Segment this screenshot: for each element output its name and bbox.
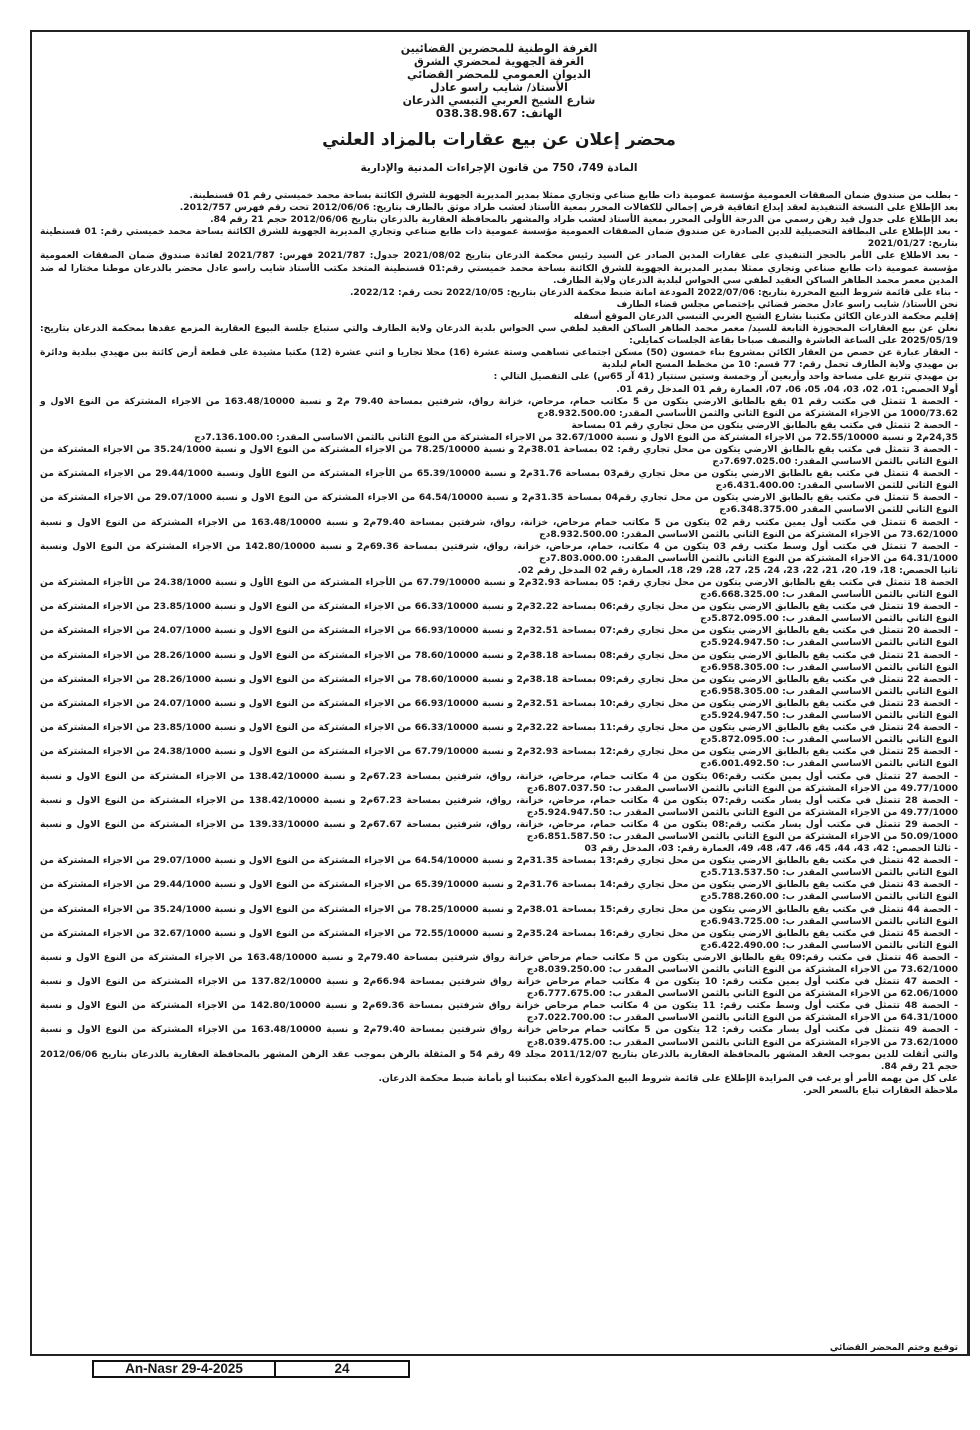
body-paragraph: - الحصة 3 تتمثل في مكتب يقع بالطابق الارضي يتكون من محل تجاري رقم: 02 بمساحة 38.01م2 و نسبة 78.25/10000 من الاجزاء المشتركة من النوع الاول و نسبة 35.24/1000 من الاجزاء المشتركة من النوع الثاني بالثمن الاساسي المقدر: 7.697.025.00دج [40,444,958,468]
body-paragraph: - الحصة 47 تتمثل في مكتب أول يمين مكتب رقم: 10 يتكون من 4 مكاتب حمام مرحاض خزانة رواق شرفتين بمساحة 66.94م2 و نسبة 137.82/10000 من الاجزاء المشتركة من النوع الاول و نسبة 62.06/1000 من الاجزاء المشتركة من النوع الثاني بالثمن الاساسي المقدر ب: 6.777.675.00دج [40,977,959,1000]
body-paragraph: - الحصة 20 تتمثل في مكتب يقع بالطابق الارضي يتكون من محل تجاري رقم:07 بمساحة 32.51م2 و نسبة 66.93/10000 من الاجزاء المشتركة من النوع الاول و نسبة 24.07/1000 من الاجزاء المشتركة من النوع الثاني بالثمن الاساسي المقدر ب: 5.924.947.50دج [40,626,958,649]
body-paragraph: - الحصة 45 تتمثل في مكتب يقع بالطابق الارضي يتكون من محل تجاري رقم:16 بمساحة 35.24م2 و نسبة 72.55/10000 من الاجزاء المشتركة من النوع الاول و نسبة 32.67/1000 من الاجزاء المشتركة من النوع الثاني بالثمن الاساسي المقدر ب: 6.422.490.00دج [40,928,958,951]
body-paragraph: على كل من يهمه الأمر أو يرغب في المزايدة الإطلاع على قائمة شروط البيع المذكورة أعلاه بمكتبنا أو بأمانة ضبط محكمة الذرعان. [378,1073,958,1084]
body-paragraph: - الحصة 28 تتمثل في مكتب أول يسار مكتب رقم:07 يتكون من 4 مكاتب حمام، مرحاض، خزانة، رواق، شرفتين بمساحة 67.23م2 و نسبة 138.42/10000 من الاجزاء المشتركة من النوع الاول و نسبة 49.77/1000 من الاجزاء المشتركة من النوع الثاني بالثمن الاساسي المقدر ب: 5.924.947.50دج [40,795,959,818]
body-paragraph: - الحصة 46 تتمثل في مكتب رقم:09 يقع بالطابق الارضي يتكون من 5 مكاتب حمام مرحاض خزانة رواق شرفتين بمساحة 79.40م2 و نسبة 163.48/10000 من الاجزاء المشتركة من النوع الاول و نسبة 73.62/1000 من الاجزاء المشتركة من النوع الثاني بالثمن الاساسي المقدر ب: 8.039.250.00دج [40,952,958,975]
document-body [40,190,958,1097]
body-paragraph: - الحصة 43 تتمثل في مكتب يقع بالطابق الارضي يتكون من محل تجاري رقم:14 بمساحة 31.76م2 و نسبة 65.39/10000 من الاجزاء المشتركة من النوع الاول و نسبة 29.44/1000 من الاجزاء المشتركة من النوع الثاني بالثمن الاساسي المقدر ب: 5.788.260.00دج [40,880,958,903]
body-paragraph: - العقار عبارة عن حصص من العقار الكائن بمشروع بناء خمسون (50) مسكن اجتماعي تساهمي وستة عشرة (16) محلا تجاريا و اثني عشرة (12) مكتبا مشيدة على قطعة أرض كائنة ببن مهيدي ببلدية ودائرة بن مهيدي ولاية الطارف تحمل رقم: 77 قسم: 10 من مخطط المسح العام لبلدية [40,348,958,371]
body-paragraph: - الحصة 25 تتمثل في مكتب يقع بالطابق الارضي يتكون من محل تجاري رقم:12 بمساحة 32.93م2 و نسبة 67.79/10000 من الاجزاء المشتركة من النوع الاول و نسبة 24.38/1000 من الاجزاء المشتركة من النوع الثاني بالثمن الاساسي المقدر ب: 6.001.492.50دج [40,747,958,770]
body-paragraph: - الحصة 27 تتمثل في مكتب أول يمين مكتب رقم:06 يتكون من 4 مكاتب حمام، مرحاض، خزانة، رواق، شرفتين بمساحة 67.23م2 و نسبة 138.42/10000 من الاجزاء المشتركة من النوع الاول و نسبة 49.77/1000 من الاجزاء المشتركة من النوع الثاني بالثمن الاساسي المقدر ب: 6.807.037.50دج [40,771,958,794]
document-content [40,40,958,1097]
document-subtitle: المادة 749، 750 من قانون الإجراءات المدنية والإدارية [360,162,638,174]
body-paragraph: - الحصة 1 تتمثل في مكتب رقم 01 يقع بالطابق الارضي يتكون من 5 مكاتب حمام، مرحاض، خزانة رواق، شرفتين بمساحة 79.40 م2 و نسبة 163.48/10000 من الاجزاء المشتركة من النوع الاول و 1000/73.62 من الاجزاء المشتركة من النوع الثاني والثمن الأساسي المقدر: 8.932.500.00دج [40,396,958,419]
body-paragraph: - الحصة 29 تتمثل في مكتب أول يسار مكتب رقم:08 يتكون من 4 مكاتب حمام، مرحاض، خزانة، رواق، شرفتين بمساحة 67.67م2 و نسبة 139.33/10000 من الاجزاء المشتركة من النوع الاول و نسبة 50.09/1000 من الاجزاء المشتركة من النوع الثاني بالثمن الاساسي المقدر ب: 6.851.587.50دج [40,819,959,842]
signature-label: توقيع وختم المحضر القضائي [829,1343,958,1353]
body-paragraph: - الحصة 23 تتمثل في مكتب يقع بالطابق الارضي يتكون من محل تجاري رقم:10 بمساحة 32.51م2 و نسبة 66.93/10000 من الاجزاء المشتركة من النوع الاول و نسبة 24.07/1000 من الاجزاء المشتركة من النوع الثاني بالثمن الاساسي المقدر ب: 5.924.947.50دج [40,698,958,722]
body-paragraph: - الحصة 6 تتمثل في مكتب أول يمين مكتب رقم 02 يتكون من 5 مكاتب حمام مرحاض، خزانة، رواق، شرفتين بمساحة 79.40م2 و نسبة 163.48/10000 من الاجزاء المشتركة من النوع الاول و نسبة 73.62/1000 من الاجزاء المشتركة من النوع الثاني بالثمن الاساسي المقدر: 8.932.500.00دج [40,517,959,540]
body-paragraph: بعد الإطلاع على النسخة التنفيذية لعقد إيداع اتفاقية قرض إجمالي للكفالات المحرر بمعية الأستاذ لعشب طراد موثق بالطارف بتاريخ: 2012/06/06 تحت رقم فهرس 2012/757. [179,203,958,214]
body-paragraph: 24,35م2 و نسبة 72.55/10000 من الاجزاء المشتركة من النوع الاول و نسبة 32.67/1000 من الاجزاء المشتركة من النوع الثاني بالثمن الاساسي المقدر: 7.136.100.00دج [194,432,958,443]
body-paragraph: - الحصة 2 تتمثل في مكتب يقع بالطابق الارضي يتكون من محل تجاري رقم 01 بمساحة [571,420,958,431]
body-paragraph: - الحصة 5 تتمثل في مكتب يقع بالطابق الارضي يتكون من محل تجاري رقم04 بمساحة 31.35م2 و نسبة 64.54/10000 من الاجزاء المشتركة من النوع الاول و نسبة 29.07/1000 من الاجزاء المشتركة من النوع الثاني للثمن الاساسي المقدر 6.348.375.00دج [40,493,958,516]
body-paragraph: - الحصة 21 تتمثل في مكتب يقع بالطابق الارضي يتكون من محل تجاري رقم:08 بمساحة 38.18م2 و نسبة 78.60/10000 من الاجزاء المشتركة من النوع الاول و نسبة 28.26/1000 من الاجزاء المشتركة من النوع الثاني بالثمن الاساسي المقدر ب: 6.958.305.00دج [40,650,958,673]
letterhead [40,42,958,120]
body-paragraph: - ثالثا الحصص: 42، 43، 44، 45، 46، 47، 48، 49، العمارة رقم: 03، المدخل رقم 03 [584,844,958,855]
body-paragraph: - الحصة 44 تتمثل في مكتب يقع بالطابق الارضي يتكون من محل تجاري رقم:15 بمساحة 38.01م2 و نسبة 78.25/10000 من الاجزاء المشتركة من النوع الاول و نسبة 35.24/1000 من الاجزاء المشتركة من النوع الثاني بالثمن الاساسي المقدر ب: 6.943.725.00دج [40,904,958,927]
body-paragraph: - الحصة 4 تتمثل في مكتب يقع بالطابق الارضي يتكون من محل تجاري رقم03 بمساحة 31.76م2 و نسبة 65.39/10000 من الأجزاء المشتركة من النوع الأول ونسبة 29.44/1000 من الاجزاء المشتركة من النوع الثاني للثمن الاساسي المقدر: 6.431.400.00دج [40,469,958,492]
letterhead-line: الغرفة الوطنية للمحضرين القضائيين [400,42,598,55]
body-paragraph: - بعد الإطلاع على البطاقة التحصيلية للدين الصادرة عن صندوق ضمان الصفقات العمومية مؤسسة عمومية ذات طابع صناعي وتجاري المديرية الجهوية للشرق الكائنة بساحة محمد خميستي رقم: 01 قسنطينة بتاريخ: 2021/01/27 [40,227,958,250]
body-paragraph: ملاحظة العقارات تباع بالسعر الحر. [802,1085,958,1096]
body-paragraph: نعلن عن بيع العقارات المحجوزة التابعة للسيد/ معمر محمد الطاهر الساكن العقيد لطفي سي الحواس بلدية الذرعان ولاية الطارف والتي ستباع جلسة البيوع العقارية المزمع عقدها بمحكمة الذرعان بتاريخ: 2025/05/19 على الساعة العاشرة والنصف صباحا بقاعة الجلسات كمايلي: [40,324,958,347]
body-paragraph: - الحصة 22 تتمثل في مكتب يقع بالطابق الارضي يتكون من محل تجاري رقم:09 بمساحة 38.18م2 و نسبة 78.60/10000 من الاجزاء المشتركة من النوع الاول و نسبة 28.26/1000 من الاجزاء المشتركة من النوع الثاني بالثمن الاساسي المقدر ب: 6.958.305.00دج [40,674,958,697]
body-paragraph: أولا الحصص: 01، 02، 03، 04، 05، 06، 07، العمارة رقم 01 المدخل رقم 01. [616,384,958,395]
body-paragraph: - الحصة 49 تتمثل في مكتب أول يسار مكتب رقم: 12 يتكون من 5 مكاتب حمام مرحاض خزانة رواق شرفتين بمساحة 79.40م2 و نسبة 163.48/10000 من الاجزاء المشتركة من النوع الاول و نسبة 73.62/1000 من الاجزاء المشتركة من النوع الثاني بالثمن الاساسي المقدر ب: 8.039.475.00دج [40,1025,959,1048]
letterhead-line: الغرفة الجهوية لمحضري الشرق [413,55,585,68]
body-paragraph: - الحصة 48 تتمثل في مكتب أول وسط مكتب رقم: 11 يتكون من 4 مكاتب حمام مرحاض خزانة رواق شرفتين بمساحة 69.36م2 و نسبة 142.80/10000 من الاجزاء المشتركة من النوع الاول و نسبة 64.31/1000 من الاجزاء المشتركة من النوع الثاني بالثمن الاساسي المقدر ب: 7.022.700.00دج [40,1001,959,1024]
body-paragraph: ثانيا الحصص: 18، 19، 20، 21، 22، 23، 24، 25، 27، 28، 29، 18، العمارة رقم 02 المدخل رقم 02. [517,565,958,576]
body-paragraph: - بعد الاطلاع على الأمر بالحجز التنفيذي على عقارات المدين الصادر عن السيد رئيس محكمة الذرعان بتاريخ 2021/08/02 جدول: 2021/787 فهرس: 2021/787 لفائدة صندوق ضمان الصفقات العمومية مؤسسة عمومية ذات طابع صناعي وتجاري ممثلا بمدير المديرية الجهوية للشرق الكائنة بساحة محمد خميستي رقم:01 قسنطينة المتخذ مكتب الأستاذ شايب راسو عادل محضر بالذرعان موطنا مختارا له ضد المدين معمر محمد الطاهر الساكن العقيد لطفي سي الحواس لبلدية الذرعان ولاية الطارف. [40,251,958,286]
body-paragraph: بن مهيدي تتربع على مساحة واحد وأربعين آر وخمسة وستين سنتيار (41 آر 65س) على التفصيل التالي : [493,372,958,383]
body-paragraph: والتي أثقلت للدين بموجب العقد المشهر بالمحافظة العقارية بالذرعان بتاريخ 2011/12/07 مجلد 49 رقم 54 و المثقلة بالرهن بموجب عقد الرهن المشهر بالمحافظة العقارية بالذرعان بتاريخ 2012/06/06 حجم 21 رقم 84. [40,1049,958,1072]
body-paragraph: إقليم محكمة الذرعان الكائن مكتبنا بشارع الشيخ العربي التبسي الذرعان الموقع أسفله [573,311,958,322]
body-paragraph: - بطلب من صندوق ضمان الصفقات العمومية مؤسسة عمومية ذات طابع صناعي وتجاري ممثلا بمدير المديرية الجهوية للشرق الكائنة بساحة محمد خميستي رقم 01 قسنطينة. [189,191,958,201]
body-paragraph: - الحصة 7 تتمثل في مكتب أول وسط مكتب رقم 03 يتكون من 4 مكاتب، حمام، مرحاض، خزانة، رواق، شرفتين بمساحة 69.36م2 و نسبة 142.80/10000 من الاجزاء المشتركة من النوع الاول ونسبة 64.31/1000 من الاجزاء المشتركة من النوع الثاني بالثمن الأساسي المقدر: 7.803.000.00دج [40,541,959,564]
letterhead-line: الهاتف: 038.38.98.67 [435,107,563,120]
body-paragraph: - الحصة 42 تتمثل في مكتب يقع بالطابق الارضي يتكون من محل تجاري رقم:13 بمساحة 31.35م2 و نسبة 64.54/10000 من الاجزاء المشتركة من النوع الاول و نسبة 29.07/1000 من الاجزاء المشتركة من النوع الثاني بالثمن الاساسي المقدر ب: 5.713.537.50دج [40,856,958,879]
letterhead-line: الأستاذ/ شايب راسو عادل [430,81,568,94]
body-paragraph: - الحصة 19 تتمثل في مكتب يقع بالطابق الارضي يتكون من محل تجاري رقم:06 بمساحة 32.22م2 و نسبة 66.33/10000 من الاجزاء المشتركة من النوع الاول و نسبة 23.85/1000 من الاجزاء المشتركة من النوع الثاني بالثمن الاساسي المقدر ب: 5.872.095.00دج [40,602,958,625]
publication-name: An-Nasr 29-4-2025 [94,1362,276,1376]
publication-footer [92,1360,410,1378]
document-title: محضر إعلان عن بيع عقارات بالمزاد العلني [322,130,676,150]
body-paragraph: الحصة 18 تتمثل في مكتب يقع بالطابق الارضي يتكون من محل تجاري رقم: 05 بمساحة 32.93م2 و نسبة 67.79/10000 من الأجزاء المشتركة من النوع الأول و نسبة 24.38/1000 من الأجزاء المشتركة من النوع الثاني بالثمن الأساسي المقدر ب: 6.668.325.00دج [40,578,958,601]
body-paragraph: نحن الأستاذ/ شايب راسو عادل محضر قضائي بإختصاص مجلس قضاء الطارف [616,299,958,310]
body-paragraph: - بناء على قائمة شروط البيع المحررة بتاريخ: 2022/07/06 المودعة امانة ضبط محكمة الذرعان بتاريخ: 2022/10/05 تحت رقم: 2022/12. [349,287,958,298]
body-paragraph: - الحصة 24 تتمثل في مكتب يقع بالطابق الارضي يتكون من محل تجاري رقم:11 بمساحة 32.22م2 و نسبة 66.33/10000 من الاجزاء المشتركة من النوع الاول و نسبة 23.85/1000 من الاجزاء المشتركة من النوع الثاني بالثمن الاساسي المقدر ب: 5.872.095.00دج [40,723,958,746]
page-number: 24 [334,1361,350,1376]
letterhead-line: شارع الشيخ العربي التبسي الذرعان [402,94,596,107]
letterhead-line: الديوان العمومي للمحضر القضائي [407,68,591,81]
body-paragraph: بعد الإطلاع على جدول قيد رهن رسمي من الدرجة الأولى المحرر بمعية الأستاذ لعشب طراد والمشهر بالمحافظة العقارية بالذرعان بتاريخ 2012/06/06 حجم 21 رقم 84. [210,215,958,226]
